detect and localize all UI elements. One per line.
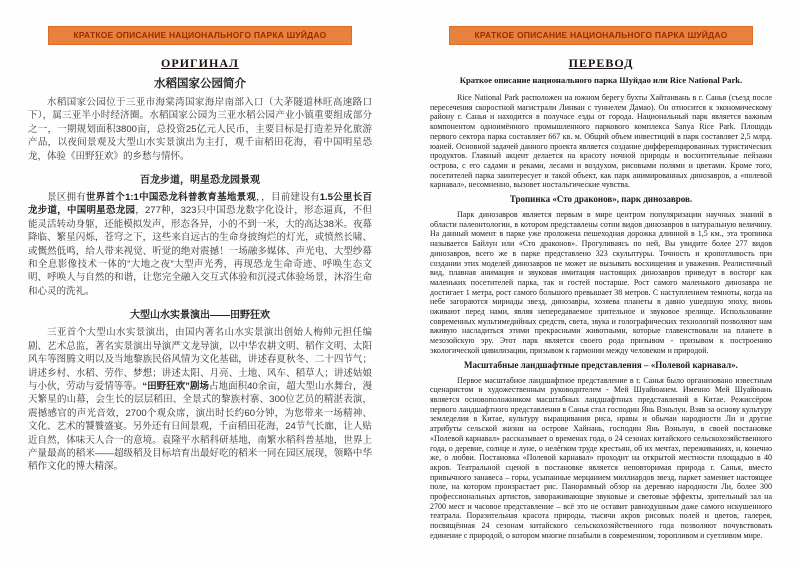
text-run: ，，目前建设有: [256, 192, 320, 204]
dino-paragraph-zh: [28, 191, 372, 298]
text-run-bold: 1.5公里长百龙步道，中国明星恐龙园: [28, 192, 372, 217]
translation-title: ПЕРЕВОД: [568, 56, 634, 70]
park-title-banner-right: КРАТКОЕ ОПИСАНИЕ НАЦИОНАЛЬНОГО ПАРКА ШУЙДАО: [449, 26, 753, 45]
park-intro-subtitle-zh: 水稻国家公园简介: [154, 78, 246, 90]
text-run: ，277种，323只中国恐龙数字化设计，形态逼真，不但能灵活转动身躯，还能模拟发声，形态各异，小的不到一米，大的高达38米。夜幕降临、繁星闪烁，苍穹之下，这些来自远古的生命身披绚烂的灯光，或愤然长啸、或慨然低鸣，给人带来视觉、听觉的绝对震撼！一场融多媒体、声光电、大型纱幕和全息影像技术一体的“大地之夜”大型声光秀，再现恐龙生命奇迹、呼唤生态文明、呼唤人与自然的和谐，让您完全融入交互式体验和沉浸式体验场景，沐浴生命和心灵的洗礼。: [28, 205, 372, 297]
text-run-bold: “田野狂欢”剧场: [142, 380, 210, 392]
text-run: 三亚首个大型山水实景演出，由国内著名山水实景演出创始人梅帅元担任编剧、艺术总监，著名实景演出导演严文龙导演，以中华农耕文明、稻作文明、太阳风车等图腾文明以及当地黎族民俗风情为文化基础，讲述春夏秋冬、二十四节气；讲述乡村、水稻、劳作、梦想；讲述太阳、月亮、土地、风车、稻草人；讲述姑娘与小伙，劳动与爱情等等。: [28, 327, 372, 392]
park-title-banner-left: КРАТКОЕ ОПИСАНИЕ НАЦИОНАЛЬНОГО ПАРКА ШУЙДАО: [48, 26, 352, 45]
show-paragraph-ru: Первое масштабное ландшафтное представление в г. Санья было организовано известным сценаристом и художественным руководителем - Мей Шуайюанем. Именно Мей Шуайюань является основоположником масштабных ландшафтных представлений в Китае. Режиссёром первого ландшафтного представления в Санья стал господин Янь Вэньлун. Взяв за основу культуру земледелия в Китае, культуру выращивания риса, нравы и обычаи народности Ли и другие атрибуты сельской жизни на острове Хайнань, господин Янь Вэньлун, в своей постановке «Полевой карнавал» рассказывает о временах года, о 24 сезонах китайского сельскохозяйственного года, о деревне, солнце и луне, о нелёгком труде крестьян, об их мечтах, переживаниях, и, конечно же, о любви. Постановка «Полевой карнавал» проходит на открытой местности площадью в 40 акров. Театральной сценой в постановке является неповторимая природа г. Санья, вместо привычного занавеса – горы, усыпанные мерцанием миллиардов звезд, паркет заменяет настоящее поле, на котором произрастает рис. Панорамный обзор на деревню народности Ли, более 300 профессиональных артистов, завораживающие звуковые и световые эффекты, зрительный зал на 2700 мест и часовое представление – всё это не оставит равнодушным даже самого искушенного театрала. Поразительная красота природы, тысячи акров рисовых полей и цветов, галерея, посвящённая 24 сезонам китайского сельскохозяйственного года позволяют почувствовать единение с природой, о котором многие позабыли в современном, торопливом и суетливом мире.: [430, 375, 772, 540]
show-paragraph-zh: [28, 326, 372, 473]
section-heading-dino-ru: Тропинка «Сто драконов», парк динозавров.: [509, 194, 693, 205]
park-intro-subtitle-ru: Краткое описание национального парка Шуйдао или Rice National Park.: [459, 75, 743, 85]
right-page-translation: [400, 0, 800, 565]
text-run: 景区拥有: [47, 192, 87, 204]
section-heading-show-ru: Масштабные ландшафтные представления – «Полевой карнавал».: [464, 359, 738, 370]
section-heading-dino-zh: 百龙步道，明星恐龙园景观: [140, 175, 260, 187]
dino-paragraph-ru: Парк динозавров является первым в мире центром популяризации научных знаний в области палеонтологии, в котором представлены сотни видов динозавров в натуральную величину. На данный момент в парке уже проложена пешеходная дорожка длинной в 1,5 км., эта тропинка называется Байлун или «Сто драконов». Прогуливаясь по ней, Вы увидите более 277 видов динозавров, всего же в парке представлено 323 скульптуры. Точность и кропотливость при создании этих моделей динозавров не может не вызывать восхищения и уважения. Реалистичный вид, плавная анимация и звуковая имитация настоящих динозавров приведут в восторг как маленьких посетителей парка, так и гостей постарше. Рост самого маленького динозавра не достигает 1 метра, рост самого большого превышает 38 метров. С наступлением темноты, когда на небе загораются мириады звезд, динозавры, хозяева планеты в давно ушедшую эпоху, вновь оживают перед нами, являя непередаваемое зрительное и звуковое зрелище. Использование современных мультимедийных средств, света, звука и голографических технологий позволяют нам вживую насладиться этими прекрасными животными, которые главенствовали на планете в мезозойскую эру. Этот парк является своего рода призывом - призывом к построению экологической цивилизации, призывом к гармонии между человеком и природой.: [430, 210, 772, 355]
original-title: ОРИГИНАЛ: [161, 56, 239, 70]
text-run: 占地面积40余亩，超大型山水舞台，漫天繁星的山幕，会生长的层层稻田、全景式的黎族村寨、300位艺员的精湛表演，震撼感官的声光音效，2700个观众席，演出时长约60分钟，为您带来一场精神、文化、艺术的饕餮盛宴。另外还有日间景观，千亩稻田花海，24节气长廊，让人贴近自然，体味天人合一的意境。袁隆平水稻科研基地，南繁水稻科普基地，世界上产量最高的稻米——超级稻及目标培育出最好吃的稻米一同在园区展现，领略中华稻作文化的博大精深。: [28, 380, 372, 473]
section-heading-show-zh: 大型山水实景演出——田野狂欢: [130, 310, 270, 322]
intro-paragraph-zh: 水稻国家公园位于三亚市海棠湾国家海岸南部入口（大茅隧道林旺高速路口下），属三亚半小时经济圈。水稻国家公园为三亚水稻公园产业小镇重要组成部分之一，一期规划面积3800亩，总投资25亿元人民币，主要目标是打造差异化旅游产品，以夜间景观及大型山水实景演出为主打，观千亩稻田花海，看中国明星恐龙，体验《田野狂欢》的乡愁与情怀。: [28, 97, 372, 162]
intro-paragraph-ru: Rice National Park расположен на южном берегу бухты Хайтанвань в г. Санья (съезд после пересечения скоростной магистрали Линван с туннелем Дамао). Он относится к экономическому району г. Санья и находится в получасе езды от города. Национальный парк является важным компонентом одноимённого промышленного паркового комплекса Sanya Rice Park. Площадь первого сектора парка составляет 667 кв. м. Общий объем инвестиций в парк составляет 2,5 млрд. юаней. Основной задачей данного проекта является создание дифференцированных туристических продуктов. Главный акцент делается на красоту ночной природы и восхитительные пейзажи острова, с его садами и реками, лесами и воздухом, рисовыми полями и цветами. Кроме того, посетителей парка заинтересует и такой объект, как парк анимированных динозавров, а «полевой карнавал», несомненно, вызовет ностальгические чувства.: [430, 93, 772, 190]
text-run-bold: 世界首个1:1中国恐龙科普教育基地景观: [86, 192, 257, 204]
